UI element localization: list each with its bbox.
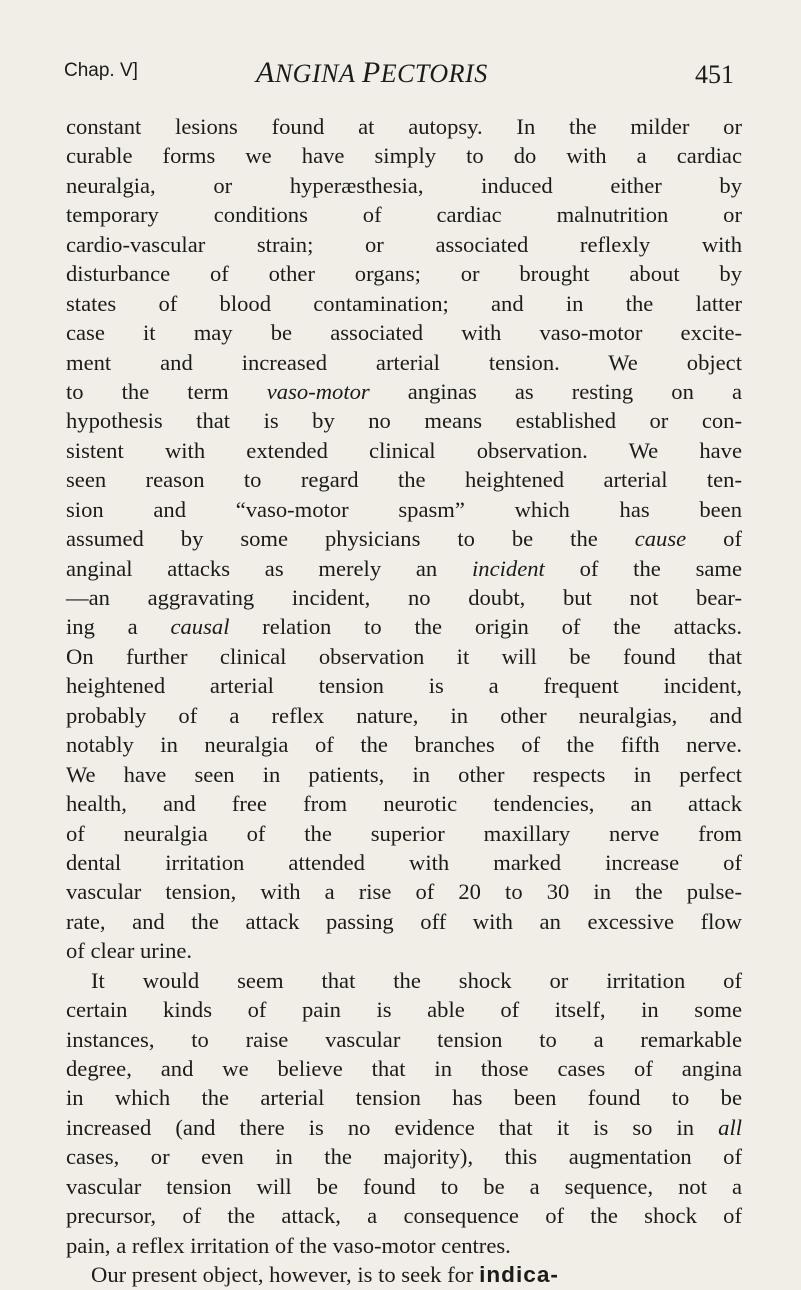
text-segment: —an aggravating incident, no doubt, but not bear- [66, 585, 742, 610]
text-line [66, 1142, 742, 1171]
text-line [66, 318, 742, 347]
text-line [66, 289, 742, 318]
text-segment: pain, a reflex irritation of the vaso-motor centres. [66, 1232, 511, 1258]
text-segment: ing a [66, 614, 171, 640]
text-line [66, 524, 742, 553]
text-segment: health, and free from neurotic tendencies, an attack [66, 791, 742, 817]
text-line [66, 1201, 742, 1230]
text-segment: neuralgia, or hyperæsthesia, induced either by [66, 172, 742, 198]
text-segment: heightened arterial tension is a frequent incident, [66, 673, 742, 699]
text-line [66, 1025, 742, 1054]
text-line [66, 377, 742, 406]
text-segment: notably in neuralgia of the branches of the fifth nerve. [66, 732, 742, 758]
text-line [66, 495, 742, 524]
text-line [66, 760, 742, 789]
text-line [66, 966, 742, 995]
text-line [66, 465, 742, 494]
text-line [66, 789, 742, 818]
text-segment: dental irritation attended with marked increase of [66, 849, 742, 875]
text-line [66, 730, 742, 759]
text-segment: to the term [66, 378, 267, 404]
text-segment: of clear urine. [66, 938, 193, 964]
text-line [66, 259, 742, 288]
text-segment: sion and “vaso-motor spasm” which has been [66, 496, 742, 522]
text-line [66, 1260, 742, 1289]
text-segment: instances, to raise vascular tension to a remarkable [66, 1026, 742, 1052]
text-segment: case it may be associated with vaso-motor excite- [66, 320, 742, 346]
page-number: 451 [695, 60, 734, 89]
italic-text: vaso-motor [266, 378, 370, 404]
italic-text: all [718, 1114, 742, 1140]
text-segment: On further clinical observation it will be found that [66, 643, 742, 669]
text-line [66, 348, 742, 377]
text-line [66, 1083, 742, 1112]
text-segment: states of blood contamination; and in the latter [66, 290, 742, 316]
text-segment: rate, and the attack passing off with an excessive flow [66, 908, 742, 934]
italic-text: incident [472, 555, 545, 581]
text-line [66, 406, 742, 435]
text-line [66, 1113, 742, 1142]
text-segment: disturbance of other organs; or brought about by [66, 261, 742, 287]
text-line [66, 671, 742, 700]
text-line [66, 907, 742, 936]
text-segment: probably of a reflex nature, in other neuralgias, and [66, 702, 742, 728]
text-line [66, 642, 742, 671]
text-line [66, 112, 742, 141]
title-word-angina: ANGINA [256, 56, 355, 89]
italic-text: causal [170, 614, 230, 640]
text-segment: precursor, of the attack, a consequence of the shock of [66, 1203, 742, 1229]
text-line [66, 1231, 742, 1260]
text-segment: seen reason to regard the heightened arterial ten- [66, 467, 742, 493]
italic-text: cause [634, 526, 687, 552]
text-segment: degree, and we believe that in those cases of angina [66, 1056, 742, 1081]
text-line [66, 171, 742, 200]
running-header [64, 58, 734, 98]
text-line [66, 612, 742, 641]
text-segment: assumed by some physicians to be the [66, 526, 635, 552]
text-segment: of the same [544, 555, 742, 581]
text-segment: increased (and there is no evidence that it is so in [66, 1114, 719, 1140]
body-text [66, 112, 742, 1290]
text-segment: of neuralgia of the superior maxillary nerve from [66, 820, 742, 846]
chapter-label: Chap. V] [64, 60, 138, 81]
text-segment: Our present object, however, is to seek for [91, 1262, 480, 1288]
catchword: indica- [479, 1262, 559, 1288]
text-segment: temporary conditions of cardiac malnutrition or [66, 202, 742, 228]
text-segment: It would seem that the shock or irritation of [91, 967, 742, 993]
text-segment: curable forms we have simply to do with a cardiac [66, 143, 742, 169]
text-segment: hypothesis that is by no means established or con- [66, 408, 742, 434]
text-segment: sistent with extended clinical observation. We have [66, 437, 742, 463]
text-line [66, 1054, 742, 1083]
text-segment: cardio-vascular strain; or associated reflexly with [66, 231, 742, 257]
text-segment: anginas as resting on a [369, 378, 742, 404]
text-line [66, 701, 742, 730]
text-line [66, 554, 742, 583]
text-segment: anginal attacks as merely an [66, 555, 473, 581]
text-line [66, 230, 742, 259]
text-line [66, 995, 742, 1024]
text-segment: of [686, 526, 742, 552]
text-segment: relation to the origin of the attacks. [229, 614, 742, 640]
title-word-pectoris: PECTORIS [361, 56, 488, 89]
text-segment: ment and increased arterial tension. We object [66, 349, 742, 375]
text-line [66, 877, 742, 906]
text-segment: constant lesions found at autopsy. In the milder or [66, 114, 742, 139]
text-segment: vascular tension will be found to be a sequence, not a [66, 1173, 742, 1199]
text-line [66, 200, 742, 229]
text-line [66, 819, 742, 848]
text-line [66, 436, 742, 465]
text-line [66, 1172, 742, 1201]
text-segment: cases, or even in the majority), this augmentation of [66, 1144, 742, 1170]
text-segment: vascular tension, with a rise of 20 to 30 in the pulse- [66, 879, 742, 905]
text-line [66, 141, 742, 170]
running-title [256, 56, 488, 90]
text-line [66, 848, 742, 877]
text-segment: certain kinds of pain is able of itself, in some [66, 997, 742, 1023]
text-segment: We have seen in patients, in other respects in perfect [66, 761, 742, 787]
text-segment: in which the arterial tension has been found to be [66, 1085, 742, 1111]
text-line [66, 583, 742, 612]
text-line [66, 936, 742, 965]
